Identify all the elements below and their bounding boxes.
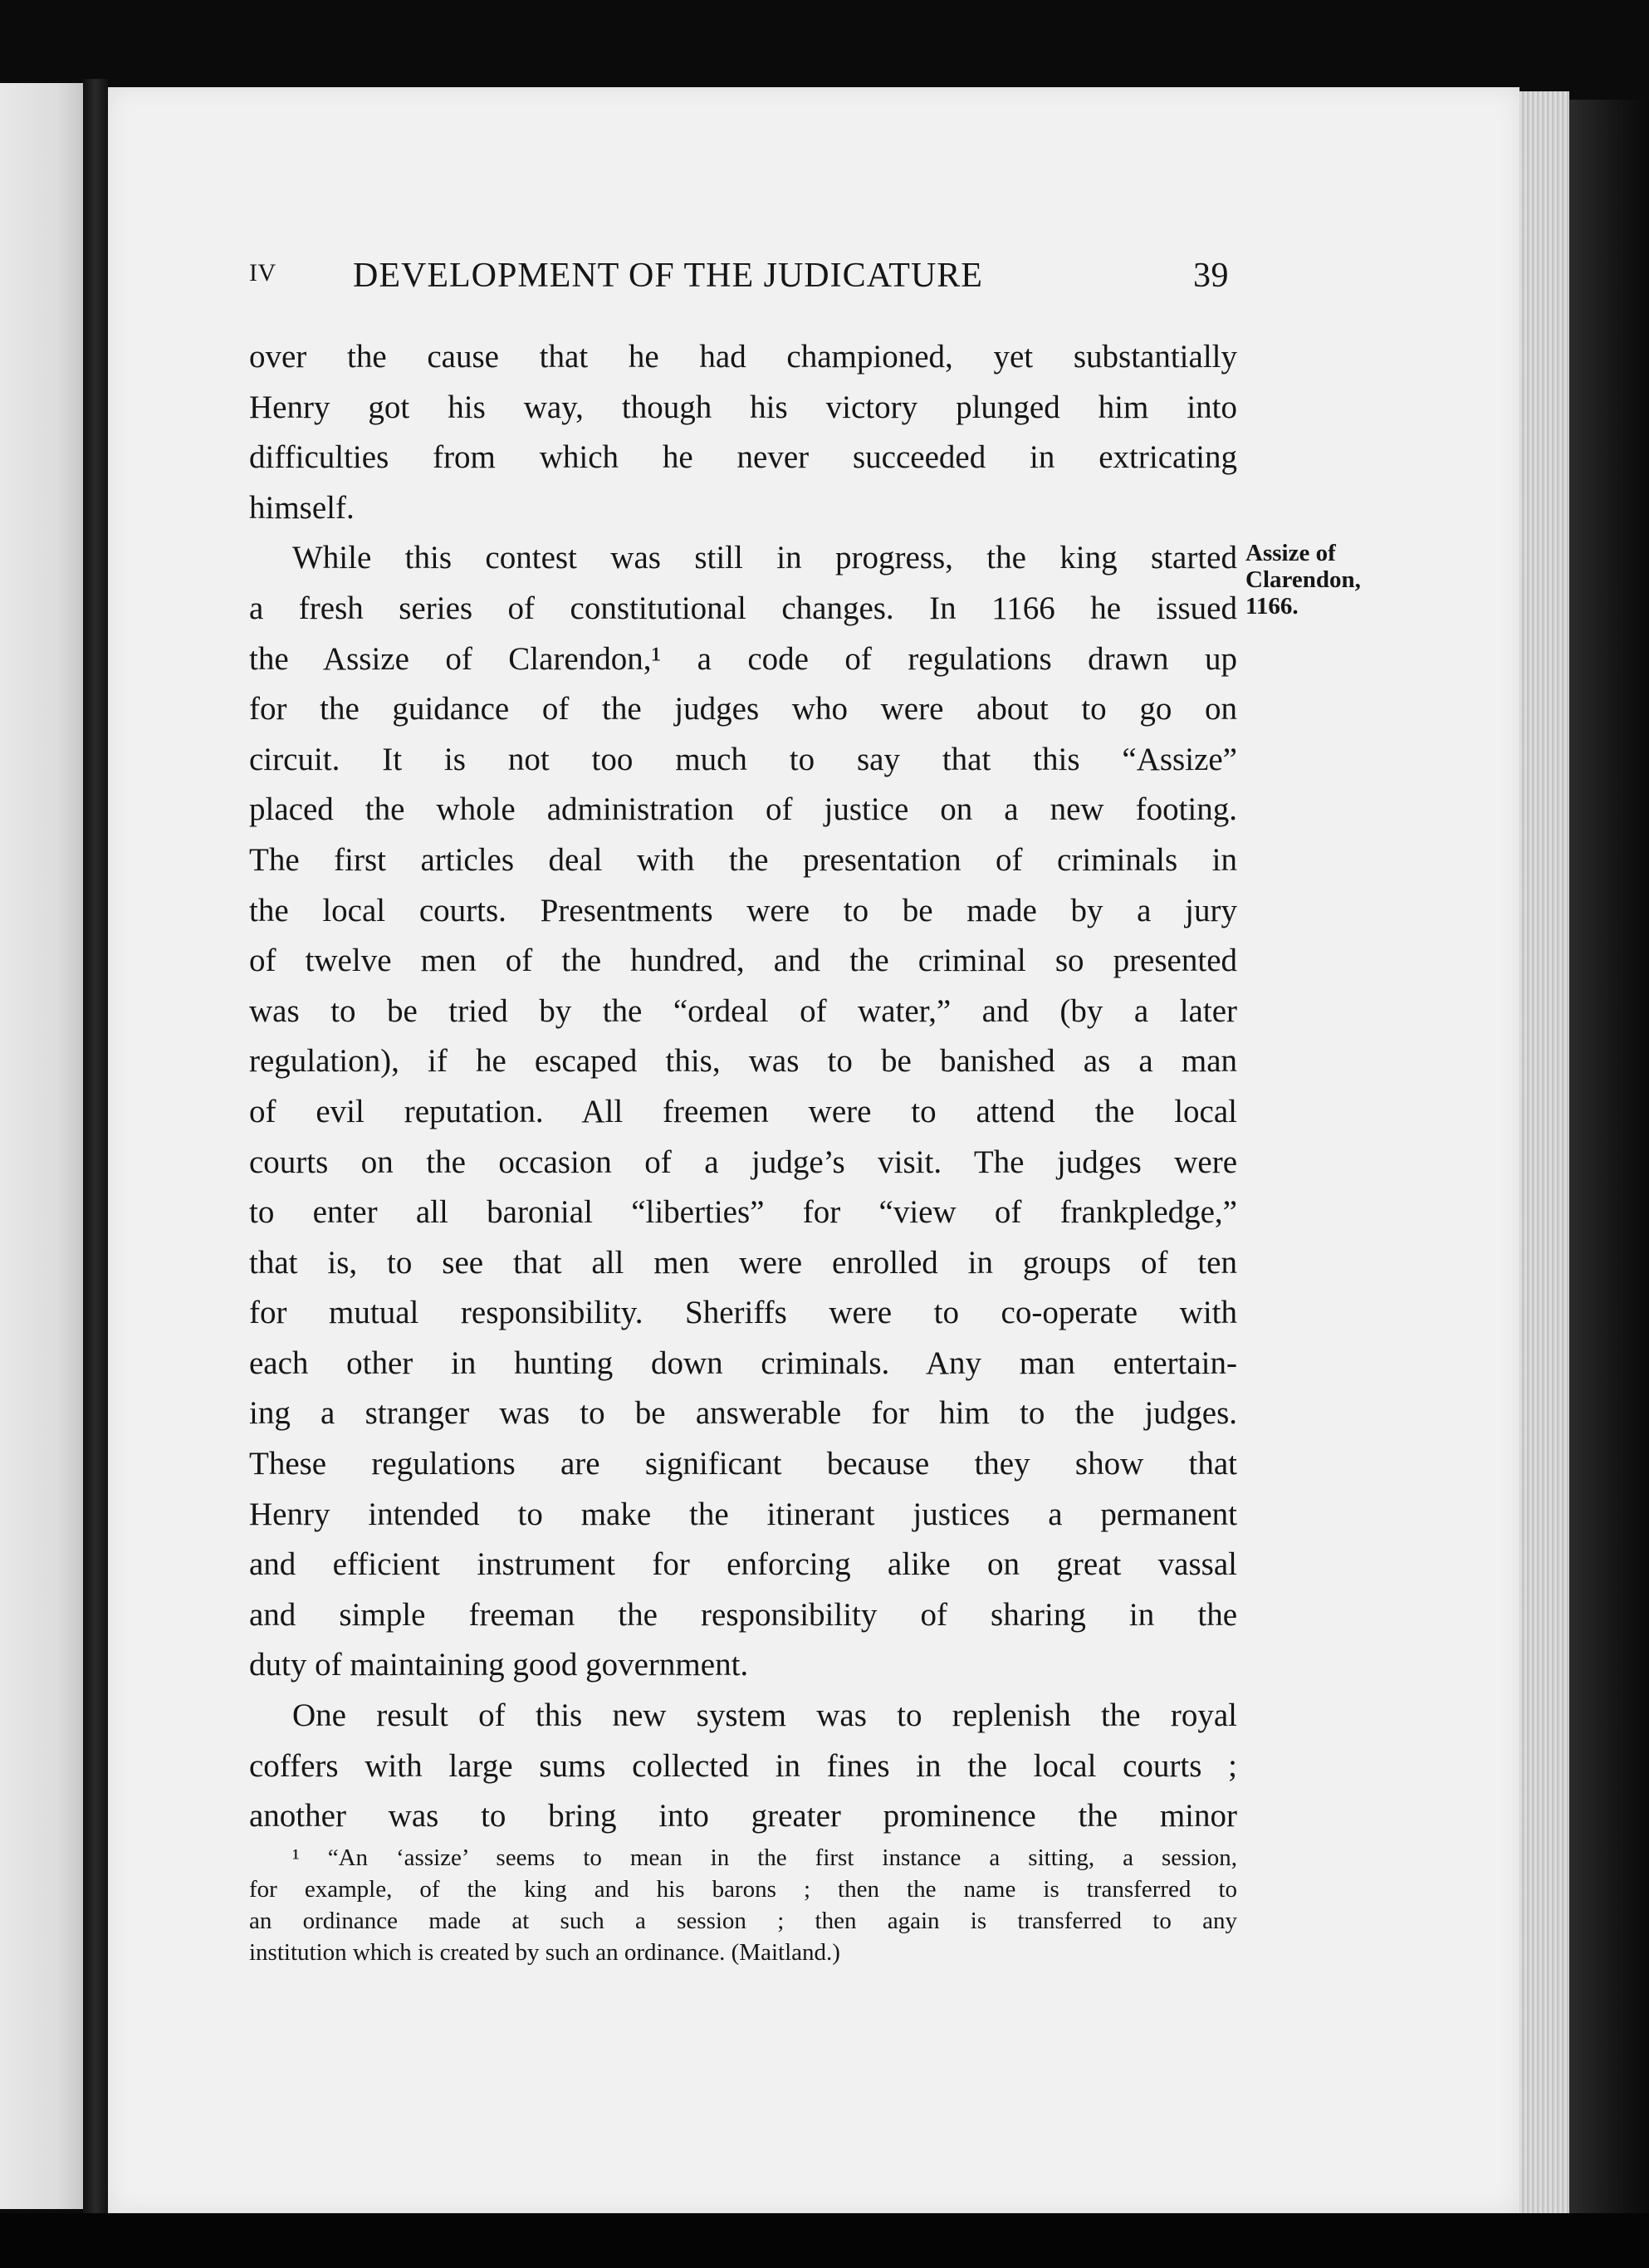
text-line: Henry intended to make the itinerant justices a permanent <box>249 1496 1237 1532</box>
text-line: ing a stranger was to be answerable for him to the judges. <box>249 1395 1237 1432</box>
text-line: himself. <box>249 489 355 526</box>
footnote-line: for example, of the king and his barons ; then the name is transferred to <box>249 1876 1237 1903</box>
body-text <box>249 332 1237 1842</box>
text-line: and efficient instrument for enforcing alike on great vassal <box>249 1546 1237 1583</box>
marginal-note-line: 1166. <box>1245 593 1299 620</box>
text-line: the Assize of Clarendon,¹ a code of regulations drawn up <box>249 640 1237 677</box>
footnote-line: an ordinance made at such a session ; then again is transferred to any <box>249 1908 1237 1934</box>
text-line: circuit. It is not too much to say that this “Assize” <box>249 741 1237 777</box>
page-fore-edge <box>1519 91 1569 2217</box>
scan-bottom-margin <box>0 2213 1649 2268</box>
text-line: over the cause that he had championed, yet substantially <box>249 339 1237 375</box>
text-line: was to be tried by the “ordeal of water,” and (by a later <box>249 992 1237 1029</box>
marginal-note-line: Clarendon, <box>1245 566 1361 593</box>
text-line: One result of this new system was to replenish the royal <box>292 1697 1237 1734</box>
text-line: to enter all baronial “liberties” for “view of frankpledge,” <box>249 1194 1237 1231</box>
book-gutter <box>83 79 108 2217</box>
book-cover-edge <box>1569 100 1649 2226</box>
text-line: These regulations are significant because they show that <box>249 1446 1237 1482</box>
text-line: that is, to see that all men were enrolled in groups of ten <box>249 1244 1237 1281</box>
footnote-line: institution which is created by such an ordinance. (Maitland.) <box>249 1939 840 1966</box>
text-line: placed the whole administration of justice on a new footing. <box>249 791 1237 828</box>
text-line: coffers with large sums collected in fines in the local courts ; <box>249 1747 1237 1784</box>
text-line: for the guidance of the judges who were about to go on <box>249 691 1237 727</box>
page-number: 39 <box>1193 257 1229 295</box>
running-head <box>249 256 1229 302</box>
text-line: of evil reputation. All freemen were to attend the local <box>249 1093 1237 1129</box>
text-line: difficulties from which he never succeeded in extricating <box>249 439 1237 476</box>
left-page-edge <box>0 83 83 2209</box>
footnote-line: ¹ “An ‘assize’ seems to mean in the first instance a sitting, a session, <box>292 1844 1237 1871</box>
text-line: The first articles deal with the presentation of criminals in <box>249 841 1237 878</box>
text-line: another was to bring into greater prominence the minor <box>249 1798 1237 1834</box>
text-line: and simple freeman the responsibility of sharing in the <box>249 1596 1237 1633</box>
running-head-title: DEVELOPMENT OF THE JUDICATURE <box>353 257 983 295</box>
footnote <box>249 1842 1237 1968</box>
text-line: each other in hunting down criminals. Any man entertain- <box>249 1345 1237 1381</box>
text-line: While this contest was still in progress, the king started <box>292 540 1237 576</box>
text-line: Henry got his way, though his victory plunged him into <box>249 389 1237 425</box>
text-line: for mutual responsibility. Sheriffs were to co-operate with <box>249 1295 1237 1331</box>
marginal-note <box>1245 540 1412 620</box>
text-line: duty of maintaining good government. <box>249 1647 749 1683</box>
marginal-note-line: Assize of <box>1245 540 1336 566</box>
text-line: courts on the occasion of a judge’s visit. The judges were <box>249 1144 1237 1180</box>
text-line: of twelve men of the hundred, and the criminal so presented <box>249 943 1237 979</box>
text-line: regulation), if he escaped this, was to be banished as a man <box>249 1043 1237 1080</box>
text-line: the local courts. Presentments were to be made by a jury <box>249 892 1237 928</box>
chapter-folio: IV <box>249 259 276 287</box>
text-line: a fresh series of constitutional changes. In 1166 he issued <box>249 590 1237 626</box>
